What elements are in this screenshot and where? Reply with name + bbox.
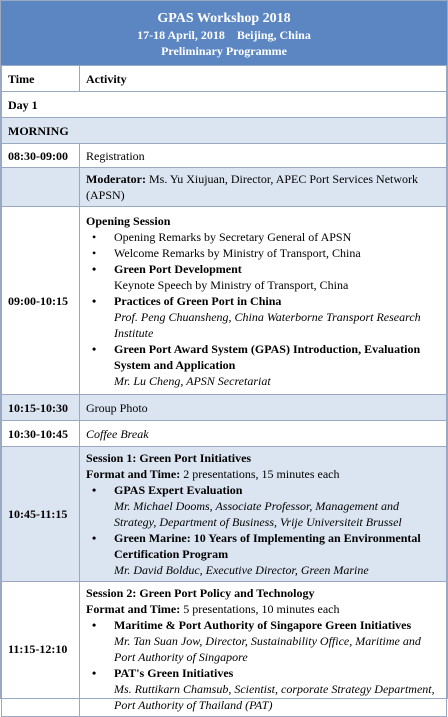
format-text: 5 presentations, 10 minutes each (180, 602, 340, 616)
session-title: Opening Session (86, 213, 171, 228)
session-title: Session 2: Green Port Policy and Technology (86, 586, 315, 600)
programme-header (1, 1, 447, 65)
list-item: • Welcome Remarks by Ministry of Transport, China (86, 245, 440, 261)
list-item-detail: Keynote Speech by Ministry of Transport, China (114, 277, 349, 292)
moderator-row (2, 168, 447, 207)
session-1-cell (80, 447, 447, 582)
date-location: 17-18 April, 2018 Beijing, China (137, 28, 311, 42)
table-row (2, 395, 447, 421)
time-column-header: Time (2, 66, 80, 92)
list-item-detail: Mr. Michael Dooms, Associate Professor, Management and Strategy, Department of Business, Vrije Universiteit Brussel (114, 499, 402, 529)
row-time: 11:15-12:10 (2, 582, 80, 717)
row-activity: Group Photo (80, 395, 447, 421)
session-2-cell (80, 582, 447, 717)
day-row (2, 92, 447, 118)
moderator-cell (80, 168, 447, 207)
moderator-label: Moderator: (86, 172, 146, 186)
list-item-detail: Ms. Ruttikarn Chamsub, Scientist, corporate Strategy Department, Port Authority of Thailand (PAT) (114, 682, 435, 712)
morning-row (2, 118, 447, 144)
programme-table (1, 65, 447, 717)
table-row (2, 582, 447, 717)
moderator-text: Ms. Yu Xiujuan, Director, APEC Port Services Network (APSN) (86, 172, 419, 202)
list-item-detail: Mr. David Bolduc, Executive Director, Green Marine (114, 563, 369, 577)
workshop-title: GPAS Workshop 2018 (157, 11, 291, 26)
row-activity: Coffee Break (80, 421, 447, 447)
table-row (2, 207, 447, 395)
list-item: • Green Port Award System (GPAS) Introduction, Evaluation System and Application (86, 341, 440, 373)
row-time-empty (2, 168, 80, 207)
table-row (2, 447, 447, 582)
row-time: 10:30-10:45 (2, 421, 80, 447)
opening-session-cell (80, 207, 447, 395)
list-item: • Practices of Green Port in China (86, 293, 440, 309)
format-label: Format and Time: (86, 602, 181, 616)
list-item: • Green Port Development (86, 261, 440, 277)
table-row (2, 144, 447, 168)
table-header-row (2, 66, 447, 92)
row-time: 10:15-10:30 (2, 395, 80, 421)
list-item-detail: Mr. Tan Suan Jow, Director, Sustainability Office, Maritime and Port Authority of Singapore (114, 634, 421, 664)
row-time: 10:45-11:15 (2, 447, 80, 582)
session-title: Session 1: Green Port Initiatives (86, 451, 252, 465)
format-text: 2 presentations, 15 minutes each (180, 467, 340, 481)
programme-subtitle: Preliminary Programme (161, 44, 287, 58)
session-format (86, 601, 440, 617)
list-item-detail: Mr. Lu Cheng, APSN Secretariat (114, 373, 271, 388)
row-activity: Registration (80, 144, 447, 168)
list-item-detail: Prof. Peng Chuansheng, China Waterborne Transport Research Institute (114, 309, 421, 340)
morning-label: MORNING (2, 118, 447, 144)
list-item: • GPAS Expert Evaluation (86, 482, 440, 498)
table-row (2, 421, 447, 447)
row-time: 09:00-10:15 (2, 207, 80, 395)
list-item: • Maritime & Port Authority of Singapore Green Initiatives (86, 617, 440, 633)
format-label: Format and Time: (86, 467, 181, 481)
session-format (86, 466, 440, 482)
list-item: • Green Marine: 10 Years of Implementing an Environmental Certification Program (86, 530, 440, 562)
list-item: • Opening Remarks by Secretary General of APSN (86, 229, 440, 245)
day-label: Day 1 (2, 92, 447, 118)
row-time: 08:30-09:00 (2, 144, 80, 168)
activity-column-header: Activity (80, 66, 447, 92)
list-item: • PAT's Green Initiatives (86, 665, 440, 681)
